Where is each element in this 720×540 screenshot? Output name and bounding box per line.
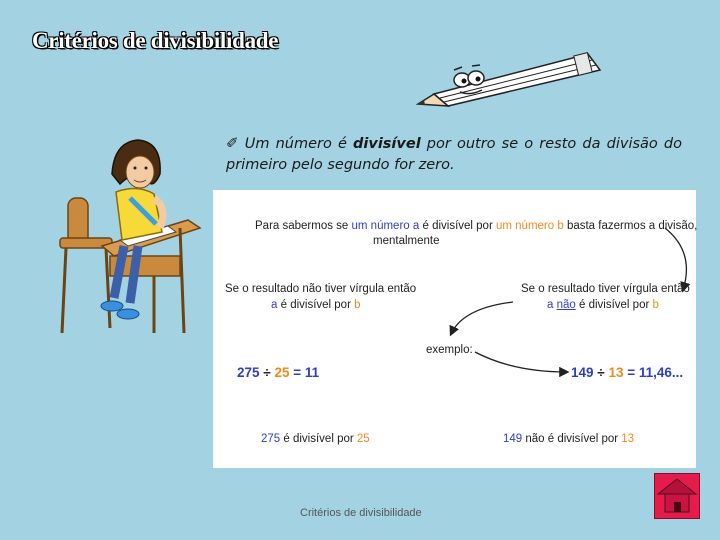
home-icon xyxy=(655,474,699,518)
intro-line-2: mentalmente xyxy=(373,235,440,247)
left-example-result: = 11 xyxy=(289,365,320,380)
intro-a-phrase: um número a xyxy=(351,220,420,232)
left-rule-mid: é divisível por xyxy=(277,299,355,311)
right-conclusion-a: 149 xyxy=(503,433,523,445)
pencil-illustration xyxy=(410,48,605,110)
right-rule-a: a xyxy=(547,299,554,311)
right-conclusion-b: 13 xyxy=(621,433,635,445)
left-rule-line-2 xyxy=(271,299,361,311)
pencil-icon: ✐ xyxy=(226,134,239,152)
definition-emphasis: divisível xyxy=(353,136,421,152)
definition-text-2: por outro se o resto da divisão do primeiro pelo segundo for zero. xyxy=(226,136,682,173)
left-conclusion-b: 25 xyxy=(356,433,370,445)
definition-text-1: Um número é xyxy=(238,136,354,152)
right-example-b: 13 xyxy=(608,365,624,380)
right-rule-nao: não xyxy=(556,299,576,311)
right-example-result: = 11,46... xyxy=(623,365,684,380)
right-rule-line-2 xyxy=(547,299,659,311)
right-example xyxy=(571,365,683,380)
left-example-a: 275 xyxy=(237,365,260,380)
left-example xyxy=(237,365,319,380)
left-rule-line-1: Se o resultado não tiver vírgula então xyxy=(225,283,417,295)
right-example-op: ÷ xyxy=(593,365,609,380)
arrow-to-right-rule xyxy=(665,228,686,290)
intro-text-2: é divisível por xyxy=(419,220,496,232)
arrow-to-right-example xyxy=(475,352,567,372)
left-conclusion-a: 275 xyxy=(261,433,281,445)
intro-b-phrase: um número b xyxy=(495,220,564,232)
slide-footer: Critérios de divisibilidade xyxy=(300,507,422,519)
intro-line-1 xyxy=(255,220,697,232)
left-conclusion xyxy=(261,433,370,445)
left-rule-b: b xyxy=(354,299,361,311)
slide-title: Critérios de divisibilidade xyxy=(32,28,279,53)
right-example-a: 149 xyxy=(571,365,594,380)
right-conclusion-mid: não é divisível por xyxy=(522,433,622,445)
divisibility-definition xyxy=(226,133,682,176)
home-button[interactable] xyxy=(654,473,700,519)
left-example-b: 25 xyxy=(274,365,290,380)
arrow-to-example xyxy=(451,302,513,334)
explanation-panel xyxy=(213,190,696,468)
left-example-op: ÷ xyxy=(259,365,275,380)
example-label: exemplo: xyxy=(426,344,473,356)
right-conclusion xyxy=(503,433,634,445)
intro-text-3: basta fazermos a divisão, xyxy=(563,220,698,232)
intro-text-1: Para sabermos se xyxy=(255,220,352,232)
right-rule-b: b xyxy=(652,299,659,311)
right-rule-mid: é divisível por xyxy=(575,299,653,311)
left-rule-a: a xyxy=(271,299,278,311)
girl-studying-illustration xyxy=(50,128,205,338)
right-rule-line-1: Se o resultado tiver vírgula então xyxy=(521,283,690,295)
left-conclusion-mid: é divisível por xyxy=(280,433,357,445)
